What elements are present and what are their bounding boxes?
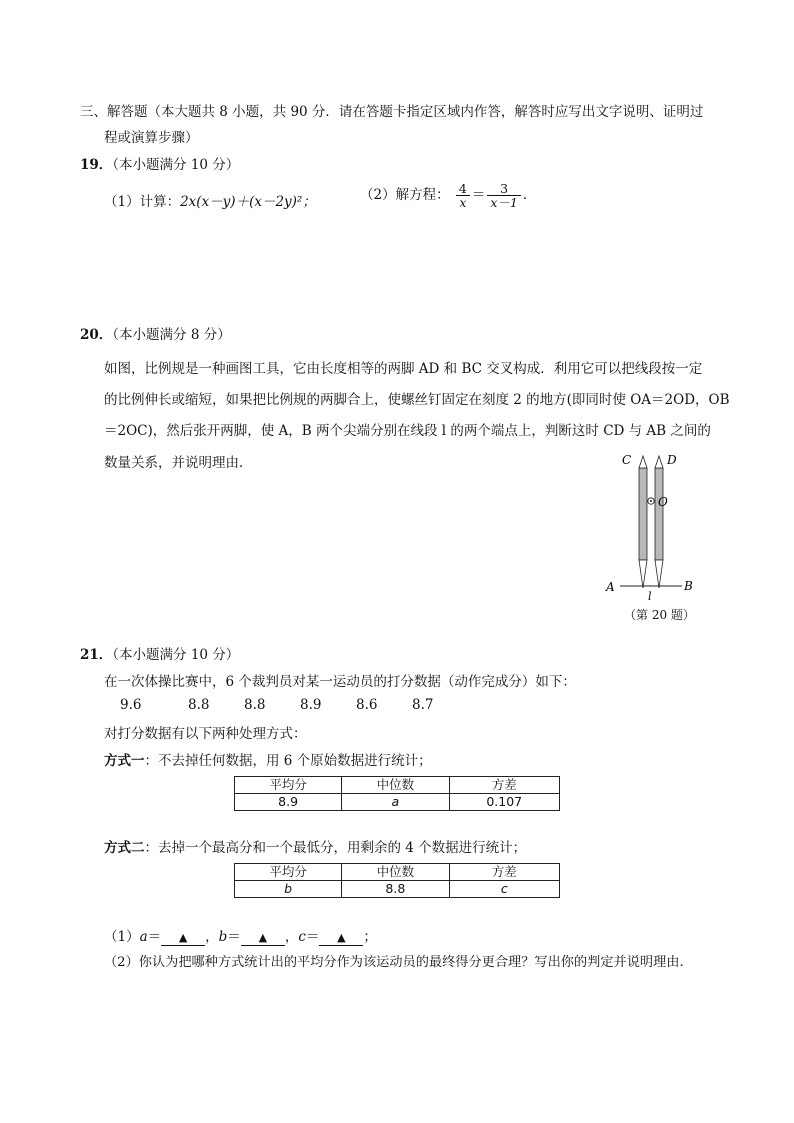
- section-heading-line1: 三、解答题（本大题共 8 小题，共 90 分．请在答题卡指定区域内作答，解答时应写出文字说明、证明过: [80, 104, 704, 120]
- q21-header: [80, 643, 239, 663]
- q19-part1-label: （1）计算：: [104, 194, 181, 210]
- q19-left-fraction: [456, 182, 470, 209]
- q20-header: [80, 323, 231, 343]
- q20-body-line1: 如图，比例规是一种画图工具，它由长度相等的两脚 AD 和 BC 交叉构成．利用它可以把线段按一定: [104, 361, 703, 377]
- q21-points: （本小题满分 10 分）: [112, 647, 240, 663]
- q20-number: 20．: [80, 327, 113, 343]
- q19-part2-label: （2）解方程：: [360, 187, 450, 204]
- compass-leg-left: [639, 468, 647, 560]
- compass-tip-b: [655, 560, 663, 588]
- table1-header-variance: 方差: [449, 777, 560, 794]
- q20-body-line4: 数量关系，并说明理由．: [104, 455, 253, 471]
- q19-header: [80, 153, 239, 173]
- score-6: 8.7: [412, 697, 434, 713]
- method2-label: 方式二: [104, 840, 145, 856]
- table1-header-median: 中位数: [342, 777, 449, 794]
- label-c: C: [622, 453, 632, 467]
- q20-points: （本小题满分 8 分）: [112, 327, 231, 343]
- q20-body-line2: 的比例伸长或缩短，如果把比例规的两脚合上，使螺丝钉固定在刻度 2 的地方(即同时使 OA＝2OD，OB: [104, 392, 730, 408]
- q19-period: ．: [522, 187, 537, 204]
- table2-header-mean: 平均分: [235, 864, 342, 881]
- method2-text: ：去掉一个最高分和一个最低分，用剩余的 4 个数据进行统计；: [144, 840, 527, 856]
- q20-figure-caption: （第 20 题）: [624, 608, 695, 622]
- blank-b[interactable]: ▲: [241, 931, 285, 946]
- score-1: 9.6: [120, 697, 142, 713]
- var-b: b: [218, 929, 228, 945]
- table1-value-variance: 0.107: [449, 794, 560, 811]
- q20-compass-figure: [600, 448, 710, 628]
- table2-header-variance: 方差: [449, 864, 560, 881]
- q20-body-line3: ＝2OC)，然后张开两脚，使 A，B 两个尖端分别在线段 l 的两个端点上，判断这时 CD 与 AB 之间的: [104, 423, 711, 439]
- score-2: 8.8: [188, 697, 210, 713]
- method1-text: ：不去掉任何数据，用 6 个原始数据进行统计；: [144, 753, 432, 769]
- compass-leg-right: [655, 468, 663, 560]
- var-a: a: [139, 929, 148, 945]
- label-o: O: [658, 495, 668, 509]
- table2-value-variance: c: [449, 881, 560, 898]
- var-c: c: [298, 929, 306, 945]
- label-d: D: [667, 453, 677, 467]
- compass-tip-c: [639, 456, 647, 468]
- q21-part1: [104, 925, 377, 946]
- table1-value-mean: 8.9: [235, 794, 342, 811]
- score-3: 8.8: [244, 697, 266, 713]
- eq-a: ＝: [147, 929, 162, 945]
- q19-right-denominator: x－1: [490, 195, 518, 211]
- q19-right-numerator: 3: [487, 182, 521, 196]
- q19-part1-expression: 2x(x－y)＋(x－2y)²；: [180, 194, 316, 210]
- label-l: l: [648, 590, 652, 603]
- section-heading-line2: 程或演算步骤）: [104, 130, 199, 146]
- semicolon: ；: [363, 929, 377, 945]
- compass-tip-a: [639, 560, 647, 588]
- q21-part2: （2）你认为把哪种方式统计出的平均分作为该运动员的最终得分更合理？写出你的判定并说明理由.: [104, 955, 684, 970]
- table2-value-median: 8.8: [342, 881, 449, 898]
- table2-header-median: 中位数: [342, 864, 449, 881]
- q21-table2: [234, 863, 560, 898]
- table1-value-median: a: [342, 794, 449, 811]
- q21-intro: 在一次体操比赛中，6 个裁判员对某一运动员的打分数据（动作完成分）如下：: [104, 674, 576, 690]
- q19-left-denominator: x: [459, 195, 467, 211]
- comma-2: ，: [284, 929, 299, 945]
- table1-header-mean: 平均分: [235, 777, 342, 794]
- table1-header-row: [235, 777, 560, 794]
- score-4: 8.9: [300, 697, 322, 713]
- score-5: 8.6: [356, 697, 378, 713]
- q19-part2: [360, 182, 536, 209]
- eq-b: ＝: [227, 929, 241, 945]
- blank-c[interactable]: ▲: [319, 931, 363, 946]
- q19-number: 19．: [80, 157, 113, 173]
- q19-part1: [104, 190, 316, 210]
- q21-method2: [104, 836, 526, 856]
- table1-value-row: [235, 794, 560, 811]
- q19-left-numerator: 4: [456, 182, 470, 196]
- method1-label: 方式一: [104, 753, 145, 769]
- compass-pivot-dot: [650, 500, 652, 502]
- label-b: B: [684, 579, 693, 593]
- q21-number: 21．: [80, 647, 113, 663]
- table2-value-mean: b: [235, 881, 342, 898]
- q21-table1: [234, 776, 560, 811]
- q19-right-fraction: [487, 182, 521, 209]
- eq-c: ＝: [305, 929, 320, 945]
- table2-value-row: [235, 881, 560, 898]
- q21-methods-intro: 对打分数据有以下两种处理方式：: [104, 726, 307, 742]
- q19-points: （本小题满分 10 分）: [112, 157, 240, 173]
- table2-header-row: [235, 864, 560, 881]
- comma-1: ，: [205, 929, 219, 945]
- compass-tip-d: [655, 456, 663, 468]
- label-a: A: [606, 580, 615, 594]
- q21-method1: [104, 749, 432, 769]
- part1-prefix: （1）: [104, 929, 140, 945]
- q19-equals: ＝: [471, 187, 486, 204]
- blank-a[interactable]: ▲: [161, 931, 205, 946]
